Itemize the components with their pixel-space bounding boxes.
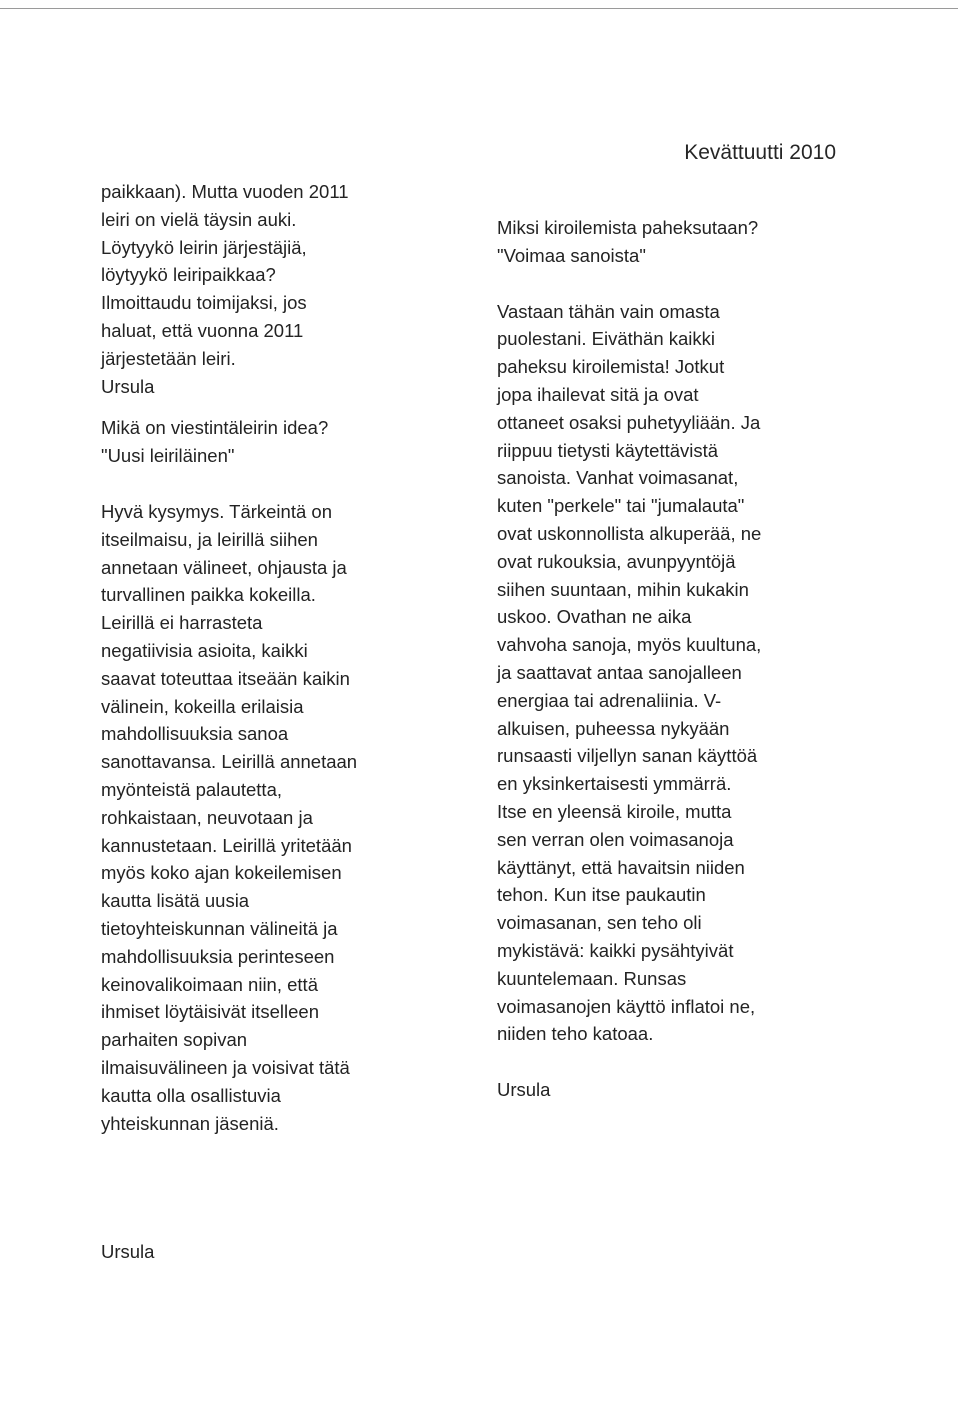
spacer [101,470,446,498]
spacer [497,270,847,298]
newsletter-issue-title: Kevättuutti 2010 [684,141,836,164]
text-line: itseilmaisu, ja leirillä siihen [101,528,318,550]
question-line: "Voimaa sanoista" [497,244,646,266]
text-line: haluat, että vuonna 2011 [101,319,304,341]
text-line: vahvoha sanoja, myös kuultuna, [497,634,762,656]
answer-signature: Ursula [101,1241,155,1262]
text-line: uskoo. Ovathan ne aika [497,606,692,628]
text-line: järjestetään leiri. [101,347,236,369]
text-line: sen verran olen voimasanoja [497,828,734,850]
text-line: ilmaisuvälineen ja voisivat tätä [101,1056,350,1078]
text-line: parhaiten sopivan [101,1029,248,1051]
text-line: rohkaistaan, neuvotaan ja [101,806,313,828]
text-line: alkuisen, puheessa nykyään [497,717,730,739]
text-line: saavat toteuttaa itseään kaikin [101,667,350,689]
text-line: energiaa tai adrenaliinia. V- [497,689,722,711]
text-line: tehon. Kun itse paukautin [497,884,706,906]
answer-paragraph [497,298,847,1049]
text-line: puolestani. Eiväthän kaikki [497,328,716,350]
text-line: sanoista. Vanhat voimasanat, [497,467,739,489]
text-line: ottaneet osaksi puhetyyliään. Ja [497,411,761,433]
text-line: tietoyhteiskunnan välineitä ja [101,917,338,939]
text-line: yhteiskunnan jäseniä. [101,1112,279,1134]
text-line: negatiivisia asioita, kaikki [101,639,308,661]
text-line: mahdollisuuksia perinteseen [101,945,335,967]
text-line: Ilmoittaudu toimijaksi, jos [101,292,307,314]
text-line: mykistävä: kaikki pysähtyivät [497,939,734,961]
spacer [497,1048,847,1076]
text-line: myös koko ajan kokeilemisen [101,862,342,884]
text-line: ovat rukouksia, avunpyyntöjä [497,550,736,572]
text-line: kannustetaan. Leirillä yritetään [101,834,352,856]
text-line: riippuu tietysti käytettävistä [497,439,719,461]
intro-signature: Ursula [101,375,155,397]
question-heading [497,214,847,270]
text-line: voimasanojen käyttö inflatoi ne, [497,995,756,1017]
text-line: runsaasti viljellyn sanan käyttöä [497,745,758,767]
text-line: kuuntelemaan. Runsas [497,967,687,989]
text-line: kautta lisätä uusia [101,890,250,912]
text-line: paikkaan). Mutta vuoden 2011 [101,181,349,202]
text-line: jopa ihailevat sitä ja ovat [497,383,699,405]
question-line: Mikä on viestintäleirin idea? [101,417,329,439]
text-line: Hyvä kysymys. Tärkeintä on [101,500,332,522]
top-rule [0,8,958,9]
spacer [101,400,446,414]
text-line: ihmiset löytäisivät itselleen [101,1001,319,1023]
text-line: Leirillä ei harrasteta [101,612,263,634]
text-line: siihen suuntaan, mihin kukakin [497,578,749,600]
text-line: löytyykö leiripaikkaa? [101,264,276,286]
text-line: Vastaan tähän vain omasta [497,300,720,322]
text-line: myönteistä palautetta, [101,778,282,800]
answer-signature: Ursula [497,1079,551,1101]
right-column [497,214,847,1104]
text-line: käyttänyt, että havaitsin niiden [497,856,745,878]
text-line: Löytyykö leirin järjestäjiä, [101,236,307,258]
text-line: keinovalikoimaan niin, että [101,973,318,995]
text-line: mahdollisuuksia sanoa [101,723,289,745]
text-line: leiri on vielä täysin auki. [101,208,297,230]
question-line: Miksi kiroilemista paheksutaan? [497,217,759,238]
text-line: kuten "perkele" tai "jumalauta" [497,495,745,517]
text-line: niiden teho katoaa. [497,1023,654,1045]
question-heading [101,414,446,470]
left-column [101,178,446,1137]
answer-paragraph [101,498,446,1137]
text-line: sanottavansa. Leirillä annetaan [101,751,358,773]
text-line: voimasanan, sen teho oli [497,912,702,934]
text-line: ovat uskonnollista alkuperää, ne [497,522,762,544]
text-line: Itse en yleensä kiroile, mutta [497,800,732,822]
text-line: kautta olla osallistuvia [101,1084,281,1106]
text-line: turvallinen paikka kokeilla. [101,584,316,606]
question-line: "Uusi leiriläinen" [101,445,235,467]
text-line: annetaan välineet, ohjausta ja [101,556,347,578]
text-line: en yksinkertaisesti ymmärrä. [497,773,732,795]
text-line: ja saattavat antaa sanojalleen [497,661,742,683]
text-line: paheksu kiroilemista! Jotkut [497,356,725,378]
text-line: välinein, kokeilla erilaisia [101,695,304,717]
intro-paragraph [101,178,446,400]
